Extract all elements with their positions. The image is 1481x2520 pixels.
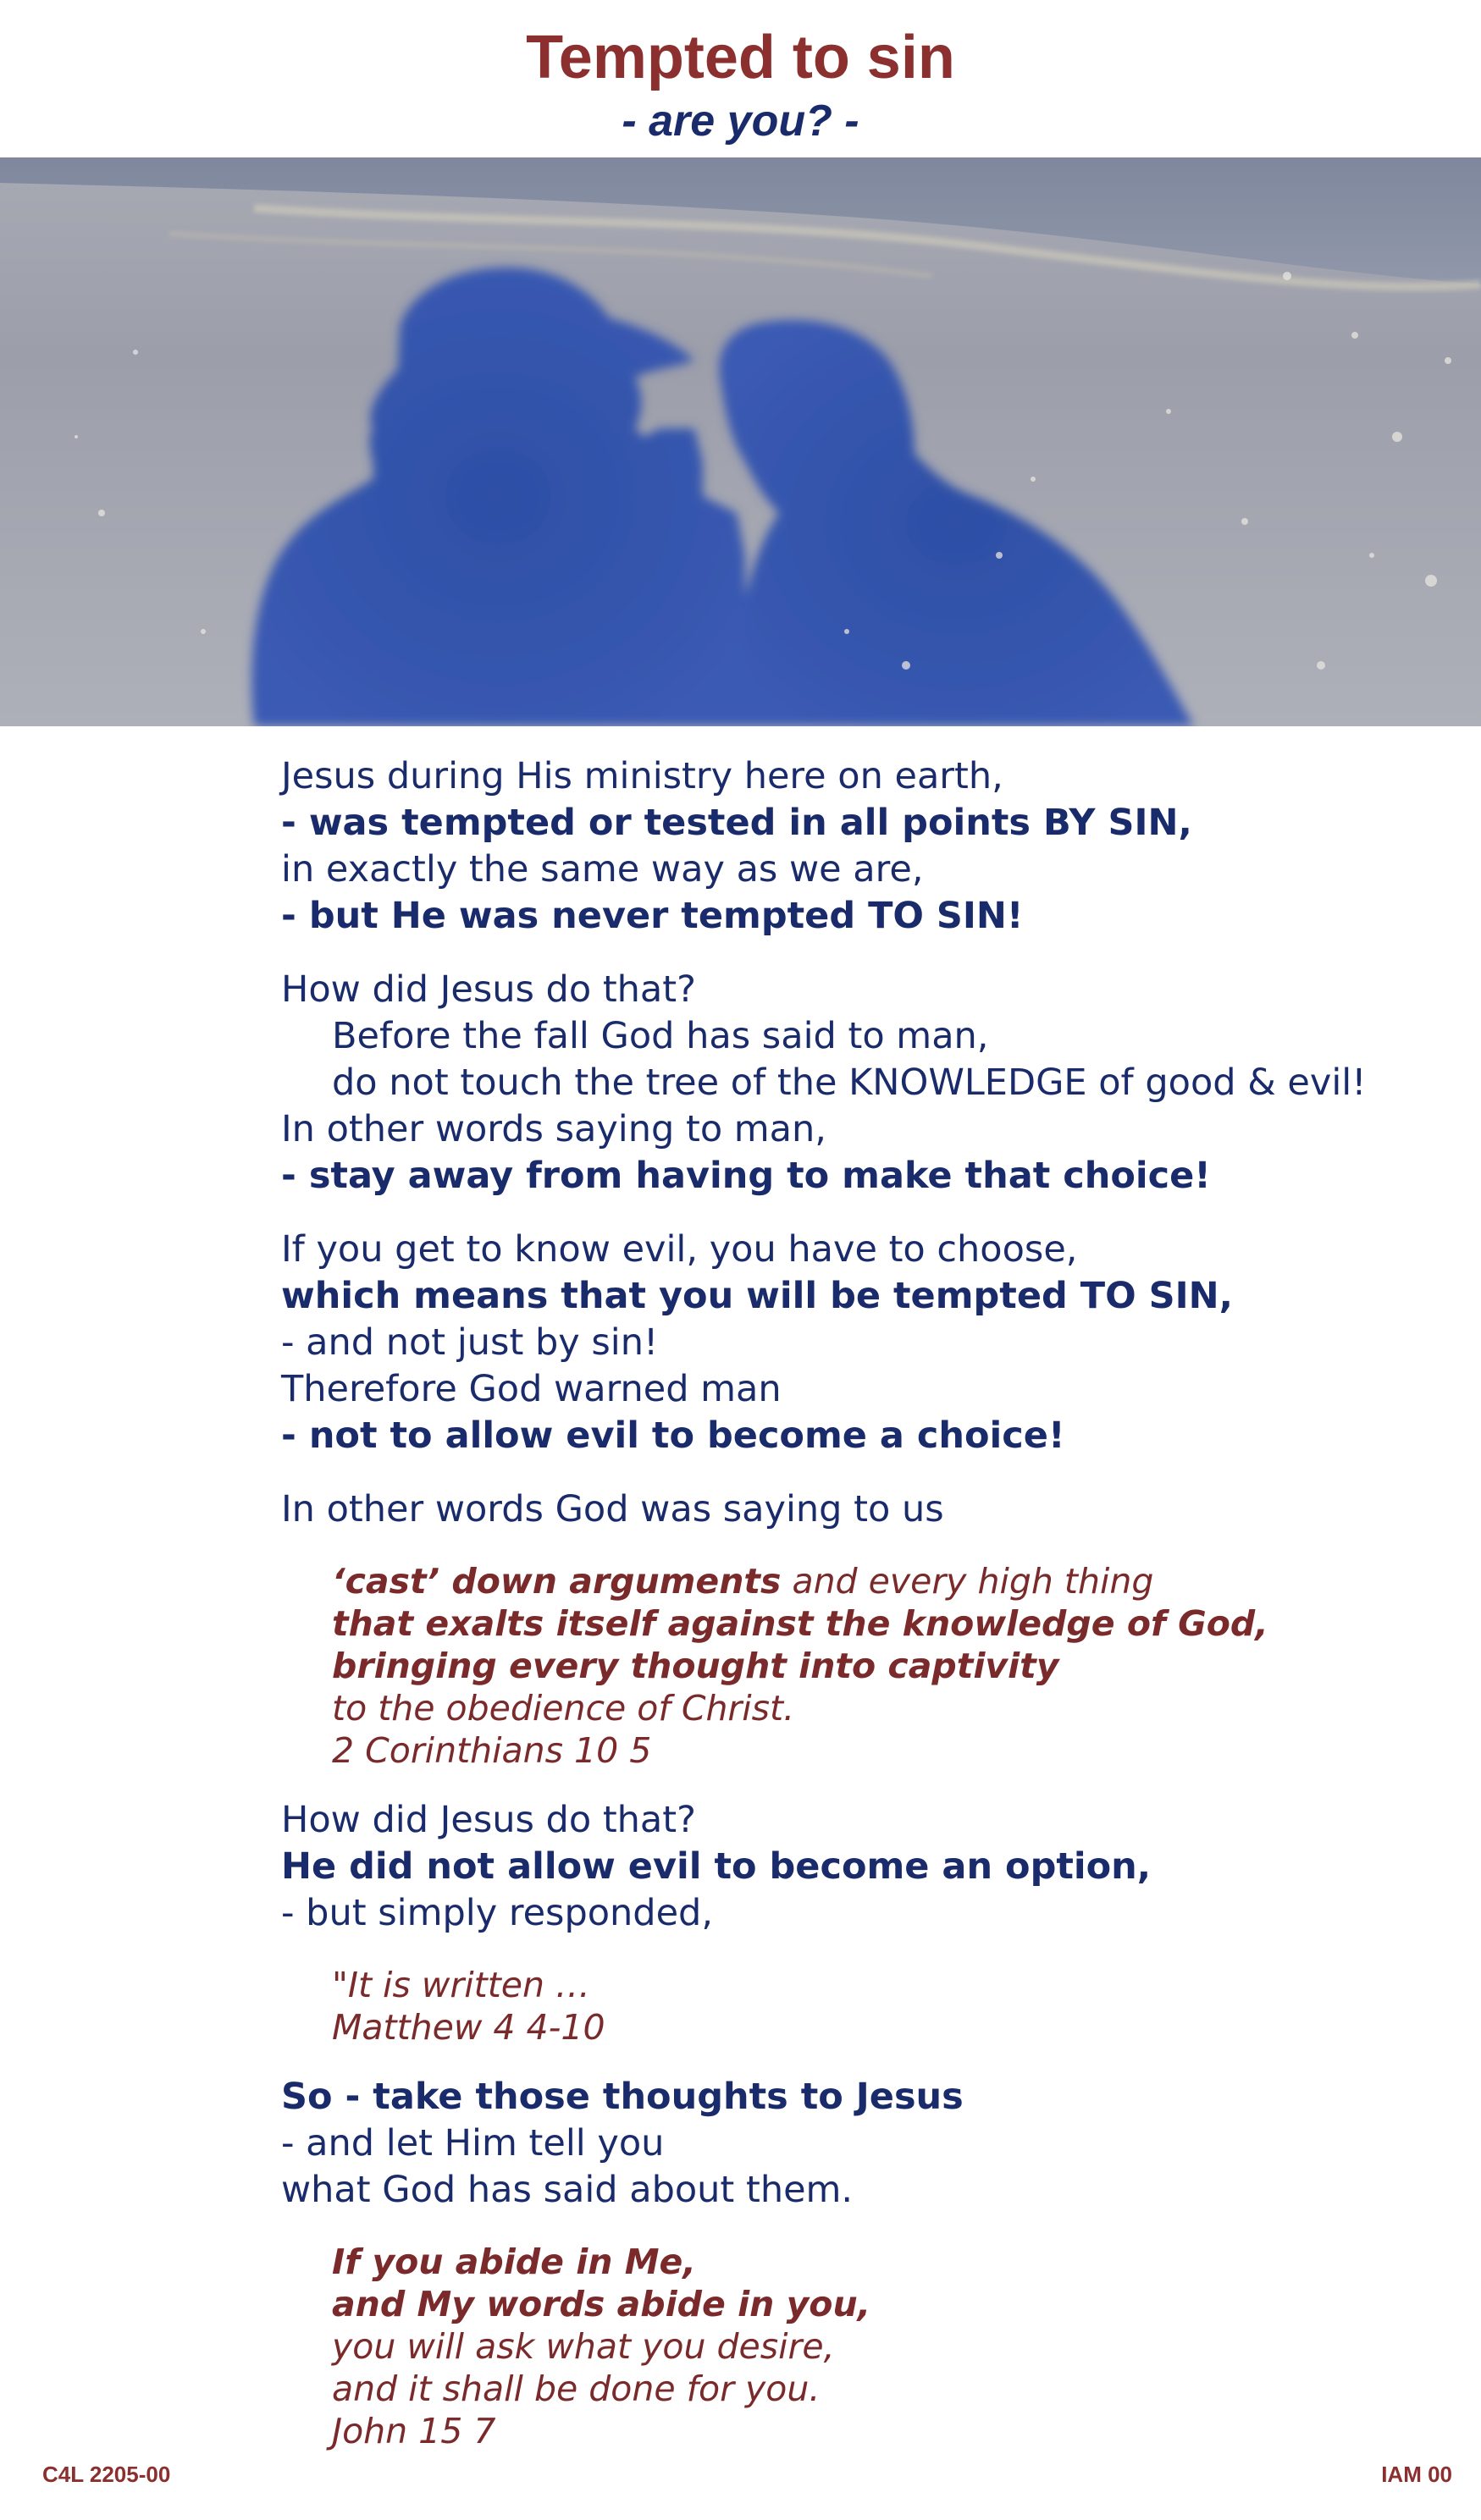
beach-shadow-photo xyxy=(0,157,1481,726)
quote-line: "It is written … xyxy=(332,1965,591,2005)
text-line: what God has said about them. xyxy=(281,2169,854,2211)
paragraph-3 xyxy=(281,1227,1450,1459)
text-line: In other words saying to man, xyxy=(281,1108,826,1150)
scripture-reference: Matthew 4 4-10 xyxy=(332,2007,605,2048)
paragraph-1 xyxy=(281,753,1450,940)
text-line: - but He was never tempted TO SIN! xyxy=(281,895,1024,937)
footer-code-left: C4L 2205-00 xyxy=(42,2462,171,2487)
quote-line: If you abide in Me, xyxy=(332,2242,696,2282)
scripture-reference: 2 Corinthians 10 5 xyxy=(332,1730,652,1771)
quote-line: to the obedience of Christ. xyxy=(332,1688,795,1729)
text-line: Before the fall God has said to man, xyxy=(332,1015,989,1057)
text-line: In other words God was saying to us xyxy=(281,1488,944,1530)
paragraph-6 xyxy=(281,2074,1450,2214)
text-line: How did Jesus do that? xyxy=(281,1799,696,1841)
quote-line: that exalts itself against the knowledge of God, xyxy=(332,1603,1268,1644)
paragraph-4 xyxy=(281,1486,1450,1533)
quote-line: bringing every thought into captivity xyxy=(332,1646,1059,1686)
text-line: which means that you will be tempted TO SIN, xyxy=(281,1275,1233,1317)
scripture-quote-john xyxy=(332,2241,1450,2452)
footer-code-right: IAM 00 xyxy=(1381,2462,1452,2487)
page-title: Tempted to sin xyxy=(526,24,955,91)
text-line: - stay away from having to make that choice! xyxy=(281,1155,1211,1197)
quote-emphasis: ‘cast’ down arguments xyxy=(332,1561,782,1602)
text-line: How did Jesus do that? xyxy=(281,968,696,1011)
quote-text: and every high thing xyxy=(781,1561,1154,1602)
paragraph-2 xyxy=(281,967,1450,1199)
text-line: So - take those thoughts to Jesus xyxy=(281,2076,964,2118)
paragraph-5 xyxy=(281,1797,1450,1937)
text-line: Therefore God warned man xyxy=(281,1368,782,1410)
text-line: Jesus during His ministry here on earth, xyxy=(281,755,1003,797)
text-line: do not touch the tree of the KNOWLEDGE of good & evil! xyxy=(332,1061,1367,1104)
text-line: He did not allow evil to become an option, xyxy=(281,1845,1152,1888)
quote-line: and My words abide in you, xyxy=(332,2284,871,2324)
page-subtitle: - are you? - xyxy=(622,96,859,146)
text-line: - and let Him tell you xyxy=(281,2122,665,2164)
text-line: - but simply responded, xyxy=(281,1892,714,1934)
quote-line: and it shall be done for you. xyxy=(332,2368,821,2409)
scripture-reference: John 15 7 xyxy=(332,2411,496,2451)
quote-line xyxy=(332,1560,1450,1602)
quote-line: you will ask what you desire, xyxy=(332,2326,835,2367)
text-line: in exactly the same way as we are, xyxy=(281,848,924,891)
text-line: - and not just by sin! xyxy=(281,1321,659,1364)
text-line: If you get to know evil, you have to choose, xyxy=(281,1228,1078,1271)
text-line: - not to allow evil to become a choice! xyxy=(281,1414,1065,1457)
text-line: - was tempted or tested in all points BY SIN, xyxy=(281,802,1192,844)
main-content xyxy=(281,753,1450,2478)
scripture-quote-corinthians xyxy=(332,1560,1450,1772)
scripture-quote-matthew xyxy=(332,1964,1450,2049)
